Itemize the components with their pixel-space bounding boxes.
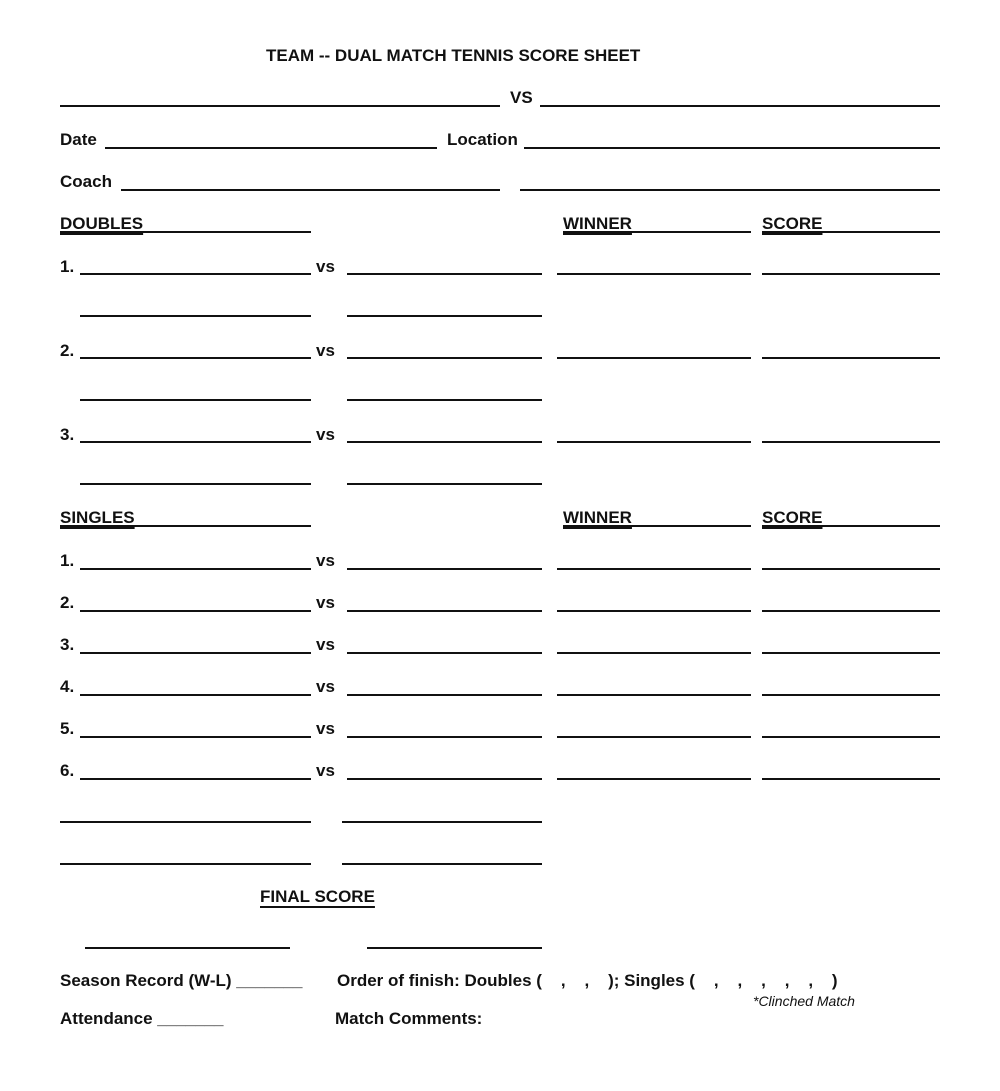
singles-heading-line — [60, 525, 311, 527]
singles-match-number: 2. — [60, 593, 75, 612]
coach-label: Coach — [60, 172, 112, 191]
doubles-match-number: 2. — [60, 341, 75, 360]
singles-vs-label: vs — [316, 551, 335, 570]
season-record-label: Season Record (W-L) _______ — [60, 971, 303, 990]
singles-vs-label: vs — [316, 593, 335, 612]
singles-winner-heading: WINNER — [563, 508, 632, 527]
date-field[interactable] — [105, 147, 437, 149]
singles-6-player-a[interactable] — [80, 778, 311, 780]
coach-field[interactable] — [121, 189, 500, 191]
singles-3-player-b[interactable] — [347, 652, 542, 654]
doubles-2-winner-field[interactable] — [557, 357, 751, 359]
location-field[interactable] — [524, 147, 940, 149]
singles-match-number: 6. — [60, 761, 75, 780]
final-score-away-field[interactable] — [367, 947, 542, 949]
singles-1-score-field[interactable] — [762, 568, 940, 570]
attendance-label: Attendance _______ — [60, 1009, 224, 1028]
final-score-heading: FINAL SCORE — [260, 887, 375, 906]
singles-vs-label: vs — [316, 761, 335, 780]
extra-field[interactable] — [60, 863, 311, 865]
page-title: TEAM -- DUAL MATCH TENNIS SCORE SHEET — [266, 46, 641, 65]
singles-2-winner-field[interactable] — [557, 610, 751, 612]
singles-match-number: 3. — [60, 635, 75, 654]
singles-4-score-field[interactable] — [762, 694, 940, 696]
singles-vs-label: vs — [316, 635, 335, 654]
doubles-2-player-a1[interactable] — [80, 357, 311, 359]
singles-2-score-field[interactable] — [762, 610, 940, 612]
doubles-2-player-b2[interactable] — [347, 399, 542, 401]
doubles-match-number: 3. — [60, 425, 75, 444]
doubles-3-player-a1[interactable] — [80, 441, 311, 443]
doubles-1-winner-field[interactable] — [557, 273, 751, 275]
singles-3-player-a[interactable] — [80, 652, 311, 654]
extra-field[interactable] — [60, 821, 311, 823]
doubles-3-winner-field[interactable] — [557, 441, 751, 443]
doubles-winner-line — [563, 231, 751, 233]
match-comments-label: Match Comments: — [335, 1009, 483, 1028]
coach-field-opponent[interactable] — [520, 189, 940, 191]
singles-5-winner-field[interactable] — [557, 736, 751, 738]
doubles-1-player-a1[interactable] — [80, 273, 311, 275]
extra-field[interactable] — [342, 863, 542, 865]
location-label: Location — [447, 130, 518, 149]
singles-4-winner-field[interactable] — [557, 694, 751, 696]
doubles-1-player-b1[interactable] — [347, 273, 542, 275]
doubles-1-player-a2[interactable] — [80, 315, 311, 317]
singles-score-line — [762, 525, 940, 527]
date-label: Date — [60, 130, 97, 149]
doubles-2-score-field[interactable] — [762, 357, 940, 359]
singles-1-winner-field[interactable] — [557, 568, 751, 570]
doubles-1-score-field[interactable] — [762, 273, 940, 275]
singles-3-winner-field[interactable] — [557, 652, 751, 654]
away-team-field[interactable] — [540, 105, 940, 107]
doubles-score-heading: SCORE — [762, 214, 823, 233]
doubles-heading-line — [60, 231, 311, 233]
singles-1-player-b[interactable] — [347, 568, 542, 570]
vs-label: VS — [510, 88, 533, 107]
singles-vs-label: vs — [316, 677, 335, 696]
doubles-vs-label: vs — [316, 341, 335, 360]
doubles-vs-label: vs — [316, 425, 335, 444]
doubles-vs-label: vs — [316, 257, 335, 276]
singles-1-player-a[interactable] — [80, 568, 311, 570]
doubles-3-score-field[interactable] — [762, 441, 940, 443]
doubles-2-player-b1[interactable] — [347, 357, 542, 359]
singles-5-player-b[interactable] — [347, 736, 542, 738]
doubles-3-player-a2[interactable] — [80, 483, 311, 485]
singles-score-heading: SCORE — [762, 508, 823, 527]
singles-vs-label: vs — [316, 719, 335, 738]
singles-5-player-a[interactable] — [80, 736, 311, 738]
singles-6-winner-field[interactable] — [557, 778, 751, 780]
singles-3-score-field[interactable] — [762, 652, 940, 654]
singles-2-player-a[interactable] — [80, 610, 311, 612]
doubles-score-line — [762, 231, 940, 233]
singles-heading: SINGLES — [60, 508, 135, 527]
doubles-3-player-b1[interactable] — [347, 441, 542, 443]
singles-2-player-b[interactable] — [347, 610, 542, 612]
singles-winner-line — [563, 525, 751, 527]
doubles-match-number: 1. — [60, 257, 75, 276]
doubles-heading: DOUBLES — [60, 214, 144, 233]
singles-4-player-b[interactable] — [347, 694, 542, 696]
order-of-finish-label: Order of finish: Doubles ( , , ); Singles ( , , , , , ) — [337, 971, 838, 990]
doubles-2-player-a2[interactable] — [80, 399, 311, 401]
doubles-3-player-b2[interactable] — [347, 483, 542, 485]
singles-5-score-field[interactable] — [762, 736, 940, 738]
doubles-winner-heading: WINNER — [563, 214, 632, 233]
singles-6-player-b[interactable] — [347, 778, 542, 780]
singles-match-number: 5. — [60, 719, 75, 738]
singles-4-player-a[interactable] — [80, 694, 311, 696]
final-score-home-field[interactable] — [85, 947, 290, 949]
extra-field[interactable] — [342, 821, 542, 823]
singles-6-score-field[interactable] — [762, 778, 940, 780]
singles-match-number: 1. — [60, 551, 75, 570]
singles-match-number: 4. — [60, 677, 75, 696]
home-team-field[interactable] — [60, 105, 500, 107]
clinched-note: *Clinched Match — [753, 993, 855, 1009]
doubles-1-player-b2[interactable] — [347, 315, 542, 317]
